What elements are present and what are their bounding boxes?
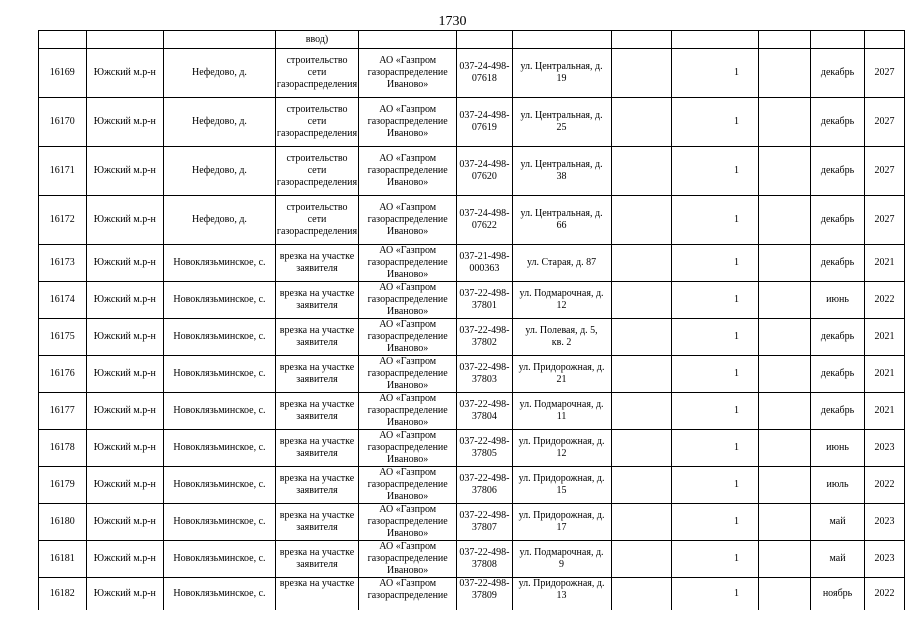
cell-empty <box>611 578 672 611</box>
cell-address: ул. Подмарочная, д. 9 <box>512 541 611 578</box>
table-row <box>39 578 905 611</box>
cell-empty <box>759 282 811 319</box>
cell-work-type: врезка на участке заявителя <box>275 504 358 541</box>
cell-empty <box>611 282 672 319</box>
cell-empty <box>759 147 811 196</box>
cell-address: ул. Придорожная, д. 17 <box>512 504 611 541</box>
cell-empty <box>759 430 811 467</box>
cell-number: 16169 <box>39 49 87 98</box>
cell-empty <box>672 578 715 611</box>
cell-empty <box>611 467 672 504</box>
cell-code: 037-22-498-37806 <box>457 467 512 504</box>
cell-work-type: врезка на участке заявителя <box>275 393 358 430</box>
cell-district: Южский м.р-н <box>86 245 163 282</box>
cell-district: Южский м.р-н <box>86 541 163 578</box>
cell-month: декабрь <box>811 196 865 245</box>
cell-year: 2021 <box>864 356 904 393</box>
cell-month: декабрь <box>811 356 865 393</box>
cell-address: ул. Подмарочная, д. 12 <box>512 282 611 319</box>
cell-number: 16171 <box>39 147 87 196</box>
cell-year: 2022 <box>864 578 904 611</box>
cell-code: 037-24-498-07619 <box>457 98 512 147</box>
cell-number: 16172 <box>39 196 87 245</box>
cell-number: 16174 <box>39 282 87 319</box>
cell-locality: Нефедово, д. <box>164 147 276 196</box>
cell-count: 1 <box>715 393 759 430</box>
cell-empty <box>759 504 811 541</box>
cell-operator: АО «Газпром газораспределение Иваново» <box>359 49 457 98</box>
cell-address: ул. Полевая, д. 5, кв. 2 <box>512 319 611 356</box>
cell-operator: АО «Газпром газораспределение Иваново» <box>359 356 457 393</box>
table-row <box>39 393 905 430</box>
cell-empty <box>611 147 672 196</box>
cell-number: 16170 <box>39 98 87 147</box>
cell-count: 1 <box>715 356 759 393</box>
cell-empty <box>672 98 715 147</box>
cell-month: декабрь <box>811 319 865 356</box>
cell-count: 1 <box>715 578 759 611</box>
cell-year: 2027 <box>864 98 904 147</box>
cell-code: 037-22-498-37802 <box>457 319 512 356</box>
table-row <box>39 245 905 282</box>
cell-locality: Новоклязьминское, с. <box>164 467 276 504</box>
cell-address: ул. Придорожная, д. 13 <box>512 578 611 611</box>
cell-work-type: врезка на участке заявителя <box>275 356 358 393</box>
cell-month: июль <box>811 467 865 504</box>
cell-locality: Новоклязьминское, с. <box>164 578 276 611</box>
cell-locality: Новоклязьминское, с. <box>164 282 276 319</box>
cell-locality: Нефедово, д. <box>164 196 276 245</box>
cell-year: 2027 <box>864 147 904 196</box>
cell-count: 1 <box>715 282 759 319</box>
cell-year: 2021 <box>864 319 904 356</box>
cell-locality: Новоклязьминское, с. <box>164 393 276 430</box>
cell-empty <box>759 578 811 611</box>
cell-month: май <box>811 504 865 541</box>
cell-locality: Новоклязьминское, с. <box>164 541 276 578</box>
cell-district: Южский м.р-н <box>86 430 163 467</box>
cell-empty <box>611 393 672 430</box>
cell-operator: АО «Газпром газораспределение Иваново» <box>359 504 457 541</box>
cell-number: 16178 <box>39 430 87 467</box>
cell-work-type: врезка на участке заявителя <box>275 282 358 319</box>
cell-locality: Новоклязьминское, с. <box>164 430 276 467</box>
cell-address: ул. Старая, д. 87 <box>512 245 611 282</box>
cell-empty <box>672 430 715 467</box>
cell-district: Южский м.р-н <box>86 282 163 319</box>
cell-code: 037-22-498-37803 <box>457 356 512 393</box>
cell-address: ул. Центральная, д. 66 <box>512 196 611 245</box>
cell-district: Южский м.р-н <box>86 393 163 430</box>
cell-district: Южский м.р-н <box>86 467 163 504</box>
cell-number: 16173 <box>39 245 87 282</box>
cell-empty <box>611 196 672 245</box>
cell-address: ул. Центральная, д. 19 <box>512 49 611 98</box>
cell-month: декабрь <box>811 147 865 196</box>
cell-empty <box>672 196 715 245</box>
table-row <box>39 319 905 356</box>
table-row <box>39 356 905 393</box>
header-continuation-row <box>39 31 905 49</box>
cell-empty <box>611 245 672 282</box>
cell-month: ноябрь <box>811 578 865 611</box>
cell-number: 16176 <box>39 356 87 393</box>
cell-empty <box>611 356 672 393</box>
cell-locality: Нефедово, д. <box>164 49 276 98</box>
cell-empty <box>759 319 811 356</box>
cell-work-type: врезка на участке заявителя <box>275 430 358 467</box>
cell-district: Южский м.р-н <box>86 196 163 245</box>
cell-locality: Новоклязьминское, с. <box>164 245 276 282</box>
cell-empty <box>672 147 715 196</box>
table-row <box>39 467 905 504</box>
cell-code: 037-24-498-07620 <box>457 147 512 196</box>
cell-empty <box>759 196 811 245</box>
cell-code: 037-22-498-37808 <box>457 541 512 578</box>
cell-number: 16181 <box>39 541 87 578</box>
cell-code: 037-24-498-07618 <box>457 49 512 98</box>
cell-month: декабрь <box>811 49 865 98</box>
cell-month: май <box>811 541 865 578</box>
cell-number: 16180 <box>39 504 87 541</box>
cell-count: 1 <box>715 147 759 196</box>
cell-district: Южский м.р-н <box>86 578 163 611</box>
cell-district: Южский м.р-н <box>86 356 163 393</box>
cell-code: 037-22-498-37801 <box>457 282 512 319</box>
cell-number: 16182 <box>39 578 87 611</box>
cell-year: 2022 <box>864 467 904 504</box>
cell-empty <box>759 541 811 578</box>
cell-district: Южский м.р-н <box>86 98 163 147</box>
cell-work-type: строительство сети газораспределения <box>275 49 358 98</box>
cell-code: 037-22-498-37807 <box>457 504 512 541</box>
cell-month: декабрь <box>811 245 865 282</box>
cell-count: 1 <box>715 98 759 147</box>
cell-empty <box>759 356 811 393</box>
cell-work-type: врезка на участке заявителя <box>275 319 358 356</box>
cell-code: 037-22-498-37804 <box>457 393 512 430</box>
cell-code: 037-21-498-000363 <box>457 245 512 282</box>
cell-empty <box>759 245 811 282</box>
cell-operator: АО «Газпром газораспределение Иваново» <box>359 245 457 282</box>
cell-number: 16177 <box>39 393 87 430</box>
cell-address: ул. Придорожная, д. 21 <box>512 356 611 393</box>
cell-count: 1 <box>715 504 759 541</box>
cell-work-type: врезка на участке <box>275 578 358 611</box>
cell-count: 1 <box>715 430 759 467</box>
table-row <box>39 282 905 319</box>
cell-month: июнь <box>811 282 865 319</box>
cell-code: 037-24-498-07622 <box>457 196 512 245</box>
cell-address: ул. Придорожная, д. 15 <box>512 467 611 504</box>
cell-number: 16175 <box>39 319 87 356</box>
cell-year: 2023 <box>864 541 904 578</box>
cell-work-type: врезка на участке заявителя <box>275 245 358 282</box>
cell-empty <box>611 430 672 467</box>
cell-empty <box>672 467 715 504</box>
cell-count: 1 <box>715 467 759 504</box>
cell-district: Южский м.р-н <box>86 49 163 98</box>
header-fragment: ввод) <box>275 31 358 49</box>
cell-empty <box>759 98 811 147</box>
cell-year: 2023 <box>864 504 904 541</box>
cell-locality: Новоклязьминское, с. <box>164 504 276 541</box>
cell-empty <box>611 319 672 356</box>
cell-work-type: врезка на участке заявителя <box>275 541 358 578</box>
cell-empty <box>672 319 715 356</box>
cell-operator: АО «Газпром газораспределение Иваново» <box>359 98 457 147</box>
cell-empty <box>611 541 672 578</box>
cell-operator: АО «Газпром газораспределение Иваново» <box>359 319 457 356</box>
cell-address: ул. Придорожная, д. 12 <box>512 430 611 467</box>
cell-work-type: строительство сети газораспределения <box>275 196 358 245</box>
cell-address: ул. Центральная, д. 38 <box>512 147 611 196</box>
cell-count: 1 <box>715 196 759 245</box>
cell-empty <box>672 49 715 98</box>
page-number: 1730 <box>438 14 467 29</box>
cell-locality: Новоклязьминское, с. <box>164 356 276 393</box>
table-row <box>39 98 905 147</box>
cell-address: ул. Подмарочная, д. 11 <box>512 393 611 430</box>
cell-work-type: врезка на участке заявителя <box>275 467 358 504</box>
table-row <box>39 196 905 245</box>
cell-number: 16179 <box>39 467 87 504</box>
cell-year: 2027 <box>864 49 904 98</box>
cell-empty <box>759 393 811 430</box>
table-body <box>39 31 905 611</box>
cell-locality: Нефедово, д. <box>164 98 276 147</box>
cell-empty <box>611 49 672 98</box>
cell-empty <box>759 49 811 98</box>
cell-empty <box>672 393 715 430</box>
cell-work-type: строительство сети газораспределения <box>275 147 358 196</box>
cell-count: 1 <box>715 49 759 98</box>
table-row <box>39 49 905 98</box>
table-row <box>39 504 905 541</box>
cell-operator: АО «Газпром газораспределение Иваново» <box>359 282 457 319</box>
cell-count: 1 <box>715 319 759 356</box>
cell-work-type: строительство сети газораспределения <box>275 98 358 147</box>
cell-empty <box>611 504 672 541</box>
cell-operator: АО «Газпром газораспределение Иваново» <box>359 196 457 245</box>
cell-district: Южский м.р-н <box>86 504 163 541</box>
cell-locality: Новоклязьминское, с. <box>164 319 276 356</box>
cell-operator: АО «Газпром газораспределение Иваново» <box>359 467 457 504</box>
cell-year: 2027 <box>864 196 904 245</box>
cell-code: 037-22-498-37809 <box>457 578 512 611</box>
cell-count: 1 <box>715 245 759 282</box>
cell-count: 1 <box>715 541 759 578</box>
cell-empty <box>759 467 811 504</box>
cell-address: ул. Центральная, д. 25 <box>512 98 611 147</box>
cell-district: Южский м.р-н <box>86 319 163 356</box>
cell-empty <box>672 541 715 578</box>
cell-month: декабрь <box>811 393 865 430</box>
cell-month: июнь <box>811 430 865 467</box>
cell-empty <box>672 356 715 393</box>
cell-empty <box>672 245 715 282</box>
cell-empty <box>672 504 715 541</box>
cell-operator: АО «Газпром газораспределение Иваново» <box>359 393 457 430</box>
register-table <box>38 30 905 610</box>
cell-operator: АО «Газпром газораспределение Иваново» <box>359 147 457 196</box>
cell-year: 2022 <box>864 282 904 319</box>
cell-operator: АО «Газпром газораспределение <box>359 578 457 611</box>
cell-operator: АО «Газпром газораспределение Иваново» <box>359 430 457 467</box>
cell-year: 2021 <box>864 393 904 430</box>
table-row <box>39 541 905 578</box>
cell-empty <box>672 282 715 319</box>
cell-code: 037-22-498-37805 <box>457 430 512 467</box>
table-row <box>39 430 905 467</box>
cell-operator: АО «Газпром газораспределение Иваново» <box>359 541 457 578</box>
cell-month: декабрь <box>811 98 865 147</box>
cell-empty <box>611 98 672 147</box>
cell-district: Южский м.р-н <box>86 147 163 196</box>
cell-year: 2021 <box>864 245 904 282</box>
cell-year: 2023 <box>864 430 904 467</box>
table-row <box>39 147 905 196</box>
